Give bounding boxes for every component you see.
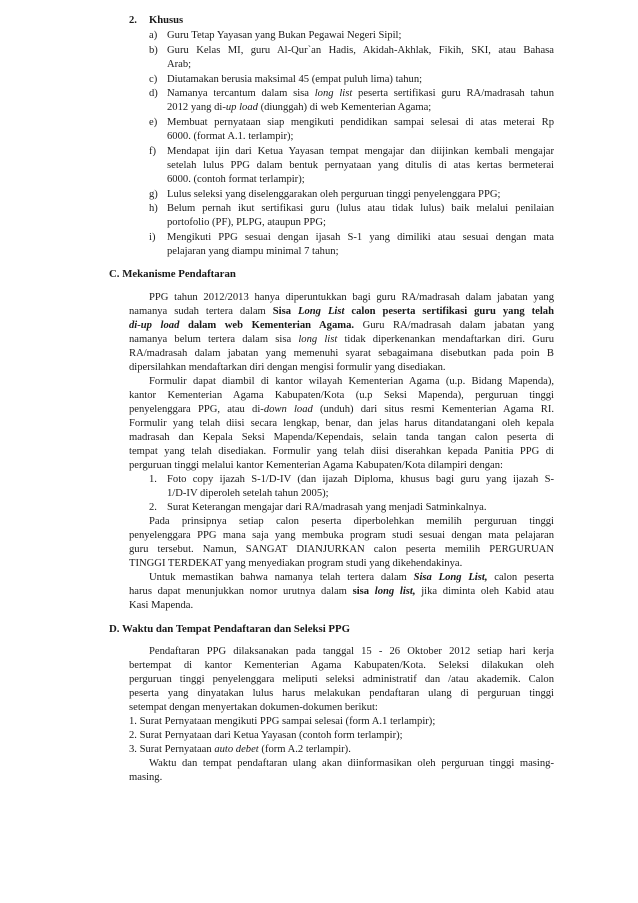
khusus-i-line2: pelajaran yang diampu minimal 7 tahun;	[167, 246, 339, 257]
section-c-p2-line7: perguruan tinggi melalui kantor Kementerian Agama Kabupaten/Kota dilampiri dengan:	[129, 460, 504, 471]
section-c-p3-line2: penyelenggara PPG mana saja yang membuka program studi sesuai dengan mata pelajaran	[129, 530, 554, 541]
section-d-p1-line5: setempat dengan menyertakan dokumen-dokumen berikut:	[129, 702, 378, 713]
section-d-p2-line2: masing.	[129, 772, 163, 783]
khusus-d-label: d)	[149, 88, 158, 99]
section-c-p1-line3: di-up load dalam web Kementerian Agama. Guru RA/madrasah dalam jabatan yang	[129, 320, 554, 331]
section-c-list2-text: Surat Keterangan mengajar dari RA/madrasah yang menjadi Satminkalnya.	[167, 502, 487, 513]
section-c-p3-line3: guru tersebut. Namun, SANGAT DIANJURKAN calon peserta memilih PERGURUAN	[129, 544, 554, 555]
section-c-p1-line6: dipersilahkan mendaftarkan diri dengan mengisi formulir yang disediakan.	[129, 362, 446, 373]
khusus-a-label: a)	[149, 30, 158, 41]
khusus-e-line1: Membuat pernyataan siap mengikuti pendidikan sampai selesai di atas meterai Rp	[167, 117, 554, 128]
section-c-p2-line3: penyelenggara PPG, atau di-down load (unduh) dari situs resmi Kementerian Agama RI.	[129, 404, 554, 415]
section-c-p2-line4: Formulir yang telah diisi secara lengkap, benar, dan jelas harus ditandatangani oleh kepala	[129, 418, 554, 429]
section-c-p3-line4: TINGGI TERDEKAT yang menyediakan program studi yang dikehendakinya.	[129, 558, 463, 569]
section-d-heading: D. Waktu dan Tempat Pendaftaran dan Seleksi PPG	[109, 623, 350, 635]
khusus-g-label: g)	[149, 189, 158, 200]
section-c-p2-line6: tempat yang telah disediakan. Formulir yang telah diisi diserahkan kepada Panitia PPG di	[129, 446, 554, 457]
section-c-p1-line4: namanya belum tertera dalam sisa long list tidak diperkenankan mendaftarkan diri. Guru	[129, 334, 554, 345]
section-d-p1-line3: perguruan tinggi penyelenggara meliputi seleksi administratif dan /atau akademik. Calon	[129, 674, 554, 685]
khusus-b-label: b)	[149, 45, 158, 56]
section-c-p1-line2: namanya sudah tertera dalam Sisa Long List calon peserta sertifikasi guru yang telah	[129, 306, 554, 317]
khusus-f-line1: Mendapat ijin dari Ketua Yayasan tempat mengajar dan diijinkan kembali mengajar	[167, 146, 554, 157]
khusus-g-text: Lulus seleksi yang diselenggarakan oleh perguruan tinggi penyelenggara PPG;	[167, 189, 501, 200]
section-c-heading: C. Mekanisme Pendaftaran	[109, 268, 236, 280]
khusus-e-line2: 6000. (format A.1. terlampir);	[167, 131, 294, 142]
section-c-p1-line1: PPG tahun 2012/2013 hanya diperuntukkan bagi guru RA/madrasah dalam jabatan yang	[149, 292, 554, 303]
khusus-f-line3: 6000. (contoh format terlampir);	[167, 174, 305, 185]
khusus-b-line2: Arab;	[167, 59, 192, 70]
section-d-p1-line1: Pendaftaran PPG dilaksanakan pada tanggal 15 - 26 Oktober 2012 setiap hari kerja	[149, 646, 554, 657]
section-d-doc1: 1. Surat Pernyataan mengikuti PPG sampai selesai (form A.1 terlampir);	[129, 716, 436, 727]
section-c-list1-line2: 1/D-IV diperoleh setelah tahun 2005);	[167, 488, 329, 499]
section-c-p4-line1: Untuk memastikan bahwa namanya telah tertera dalam Sisa Long List, calon peserta	[149, 572, 554, 583]
section-d-p1-line2: bertempat di kantor Kementerian Agama Kabupaten/Kota. Seleksi dilakukan oleh	[129, 660, 554, 671]
section-c-p2-line5: madrasah dan Kepala Seksi Mapenda/Kependais, selain tanda tangan calon peserta di	[129, 432, 554, 443]
khusus-number: 2.	[129, 15, 137, 26]
khusus-d-line1: Namanya tercantum dalam sisa long list peserta sertifikasi guru RA/madrasah tahun	[167, 88, 555, 99]
khusus-h-line2: portofolio (PF), PLPG, ataupun PPG;	[167, 217, 326, 228]
section-c-p2-line1: Formulir dapat diambil di kantor wilayah Kementerian Agama (u.p. Bidang Mapenda),	[149, 376, 554, 387]
khusus-a-text: Guru Tetap Yayasan yang Bukan Pegawai Negeri Sipil;	[167, 30, 402, 41]
section-d-doc2: 2. Surat Pernyataan dari Ketua Yayasan (contoh form terlampir);	[129, 730, 403, 741]
khusus-f-line2: setelah lulus PPG dalam bentuk pernyataan yang ditulis di atas kertas bermeterai	[167, 160, 554, 171]
section-c-list1-line1: Foto copy ijazah S-1/D-IV (dan ijazah Diploma, khusus bagi guru yang ijazah S-	[167, 474, 554, 485]
khusus-f-label: f)	[149, 146, 157, 157]
section-c-p4-line2: harus dapat menunjukkan nomor urutnya dalam sisa long list, jika diminta oleh Kabid atau	[129, 586, 554, 597]
khusus-i-line1: Mengikuti PPG sesuai dengan ijasah S-1 yang dimiliki atau sesuai dengan mata	[167, 232, 554, 243]
khusus-title: Khusus	[149, 15, 184, 26]
section-c-p1-line5: RA/madrasah dalam jabatan yang memenuhi syarat sebagaimana disebutkan pada poin B	[129, 348, 554, 359]
section-d-p2-line1: Waktu dan tempat pendaftaran ulang akan diinformasikan oleh perguruan tinggi masing-	[149, 758, 554, 769]
section-c-list1-number: 1.	[149, 474, 157, 485]
section-c-p2-line2: kantor Kementerian Agama Kabupaten/Kota (u.p Seksi Mapenda), perguruan tinggi	[129, 390, 554, 401]
section-d-p1-line4: peserta yang dinyatakan lulus harus melakukan pendaftaran ulang di perguruan tinggi	[129, 688, 554, 699]
section-d-doc3: 3. Surat Pernyataan auto debet (form A.2 terlampir).	[129, 744, 351, 755]
khusus-d-line2: 2012 yang di-up load (diunggah) di web Kementerian Agama;	[167, 102, 432, 113]
khusus-e-label: e)	[149, 117, 158, 128]
section-c-list2-number: 2.	[149, 502, 157, 513]
khusus-c-label: c)	[149, 74, 158, 85]
section-c-p4-line3: Kasi Mapenda.	[129, 600, 194, 611]
khusus-h-line1: Belum pernah ikut sertifikasi guru (lulus atau tidak lulus) baik melalui penilaian	[167, 203, 554, 214]
khusus-h-label: h)	[149, 203, 158, 214]
section-c-p3-line1: Pada prinsipnya setiap calon peserta diperbolehkan memilih perguruan tinggi	[149, 516, 554, 527]
khusus-i-label: i)	[149, 232, 156, 243]
khusus-b-line1: Guru Kelas MI, guru Al-Qur`an Hadis, Akidah-Akhlak, Fikih, SKI, atau Bahasa	[167, 45, 554, 56]
khusus-c-text: Diutamakan berusia maksimal 45 (empat puluh lima) tahun;	[167, 74, 423, 85]
